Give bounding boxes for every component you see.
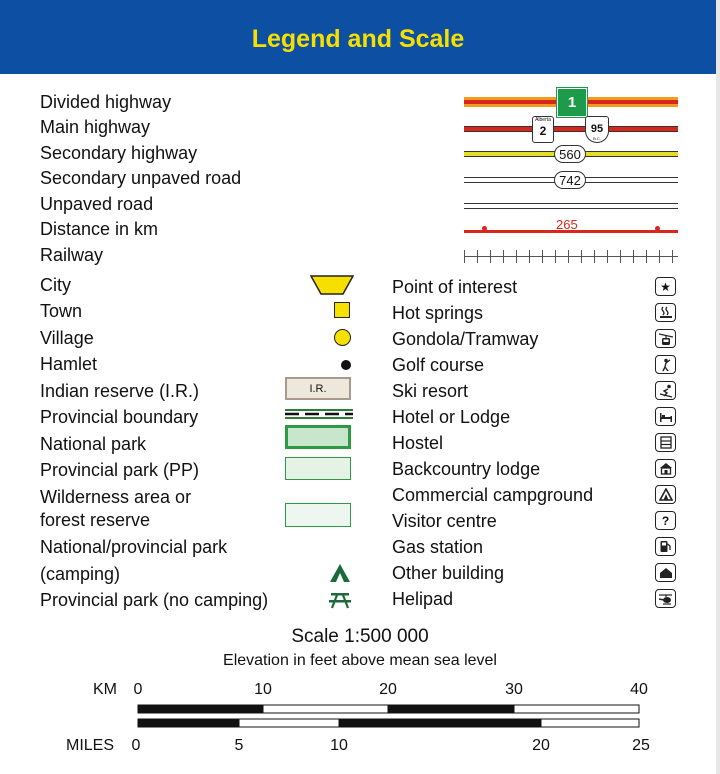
distance-marker-end <box>655 226 660 231</box>
hot-springs-glyph <box>659 306 673 319</box>
alberta-highway-shield-icon <box>532 116 554 143</box>
legend-label-other-building: Other building <box>392 563 505 583</box>
km-tick-40: 40 <box>630 681 648 698</box>
km-tick-0: 0 <box>133 681 143 698</box>
mile-tick-20: 20 <box>532 737 550 754</box>
indian-reserve-box-label: I.R. <box>309 382 327 395</box>
gas-pump-glyph <box>659 540 672 553</box>
legend-label-helipad: Helipad <box>392 589 454 609</box>
trans-canada-shield-icon <box>557 88 587 117</box>
legend-label-hot-springs: Hot springs <box>392 303 484 323</box>
legend-label-visitor-centre: Visitor centre <box>392 511 497 531</box>
bc-highway-shield-icon <box>585 116 609 143</box>
tent-glyph <box>659 488 673 501</box>
legend-label-wilderness-line2: forest reserve <box>40 510 151 530</box>
bed-icon <box>655 407 676 426</box>
unpaved-route-shield-icon <box>554 171 586 189</box>
secondary-route-shield-icon <box>554 145 586 163</box>
legend-label-hamlet: Hamlet <box>40 354 98 374</box>
gas-pump-icon <box>655 537 676 556</box>
hostel-icon <box>655 433 676 452</box>
provincial-park-symbol <box>285 457 351 480</box>
house-icon <box>655 563 676 582</box>
legend-label-ski-resort: Ski resort <box>392 381 469 401</box>
legend-label-park-camping-line1: National/provincial park <box>40 537 228 557</box>
legend-label-national-park: National park <box>40 434 147 454</box>
legend-label-park-camping-line2: (camping) <box>40 564 121 584</box>
road-label-unpaved: Unpaved road <box>40 194 154 214</box>
km-tick-20: 20 <box>379 681 397 698</box>
golf-glyph <box>659 358 673 372</box>
road-label-secondary-highway: Secondary highway <box>40 143 198 163</box>
star-glyph: ★ <box>660 279 671 294</box>
question-glyph: ? <box>661 513 670 528</box>
tent-icon <box>655 485 676 504</box>
road-label-secondary-unpaved: Secondary unpaved road <box>40 168 242 188</box>
ski-icon <box>655 381 676 400</box>
hot-springs-icon <box>655 303 676 322</box>
bc-shield-number: 95 <box>590 123 604 135</box>
unpaved-road-symbol <box>464 203 678 209</box>
unpaved-route-number: 742 <box>559 172 581 188</box>
legend-header <box>0 0 716 74</box>
trans-canada-number: 1 <box>567 94 577 111</box>
wilderness-area-symbol <box>285 503 351 527</box>
helicopter-icon <box>655 589 676 608</box>
scale-title: Scale 1:500 000 <box>291 626 429 647</box>
bc-shield-tag: B.C. <box>593 136 601 141</box>
house-glyph <box>659 567 673 579</box>
provincial-boundary-symbol <box>285 409 353 419</box>
village-symbol-icon <box>334 329 351 346</box>
distance-marker-start <box>482 226 487 231</box>
legend-label-golf-course: Golf course <box>392 355 485 375</box>
alberta-shield-tag: Alberta <box>535 117 551 123</box>
picnic-table-icon <box>329 591 351 609</box>
mile-tick-10: 10 <box>330 737 348 754</box>
legend-title: Legend and Scale <box>251 24 465 53</box>
railway-ties <box>464 250 678 263</box>
mile-tick-0: 0 <box>131 737 141 754</box>
legend-label-backcountry-lodge: Backcountry lodge <box>392 459 541 479</box>
park-camping-tent-icon <box>329 563 351 583</box>
helicopter-glyph <box>658 593 673 605</box>
question-icon <box>655 511 676 530</box>
legend-label-point-of-interest: Point of interest <box>392 277 518 297</box>
legend-label-indian-reserve: Indian reserve (I.R.) <box>40 381 200 401</box>
km-tick-10: 10 <box>254 681 272 698</box>
legend-label-town: Town <box>40 301 83 321</box>
road-label-main-highway: Main highway <box>40 117 151 137</box>
mile-tick-5: 5 <box>234 737 244 754</box>
legend-label-provincial-park: Provincial park (PP) <box>40 460 200 480</box>
legend-label-wilderness-line1: Wilderness area or <box>40 487 192 507</box>
road-label-divided-highway: Divided highway <box>40 92 172 112</box>
town-symbol-icon <box>334 302 350 318</box>
alberta-shield-number: 2 <box>539 124 547 138</box>
road-label-distance: Distance in km <box>40 219 159 239</box>
scale-bar <box>134 701 644 731</box>
golf-icon <box>655 355 676 374</box>
miles-unit-label: MILES <box>66 737 115 754</box>
legend-label-gas-station: Gas station <box>392 537 484 557</box>
main-highway-symbol <box>464 126 678 132</box>
lodge-glyph <box>659 462 673 475</box>
distance-value: 265 <box>556 217 578 232</box>
mile-tick-25: 25 <box>632 737 650 754</box>
km-tick-30: 30 <box>505 681 523 698</box>
hostel-glyph <box>660 436 672 449</box>
national-park-symbol <box>285 425 351 449</box>
legend-label-city: City <box>40 275 71 295</box>
legend-label-commercial-campground: Commercial campground <box>392 485 594 505</box>
road-label-railway: Railway <box>40 245 104 265</box>
legend-label-gondola: Gondola/Tramway <box>392 329 539 349</box>
bed-glyph <box>659 411 673 423</box>
legend-label-hostel: Hostel <box>392 433 444 453</box>
secondary-route-number: 560 <box>559 146 581 162</box>
legend-label-park-no-camping: Provincial park (no camping) <box>40 590 269 610</box>
legend-label-hotel-lodge: Hotel or Lodge <box>392 407 511 427</box>
city-symbol-icon <box>310 275 354 295</box>
lodge-icon <box>655 459 676 478</box>
legend-label-provincial-boundary: Provincial boundary <box>40 407 199 427</box>
legend-label-village: Village <box>40 328 94 348</box>
hamlet-symbol-icon <box>341 360 351 370</box>
star-icon <box>655 277 676 296</box>
km-unit-label: KM <box>93 681 117 698</box>
gondola-glyph <box>659 332 673 346</box>
indian-reserve-symbol <box>285 377 351 400</box>
gondola-icon <box>655 329 676 348</box>
ski-glyph <box>659 384 673 398</box>
scale-subtitle: Elevation in feet above mean sea level <box>223 652 497 669</box>
